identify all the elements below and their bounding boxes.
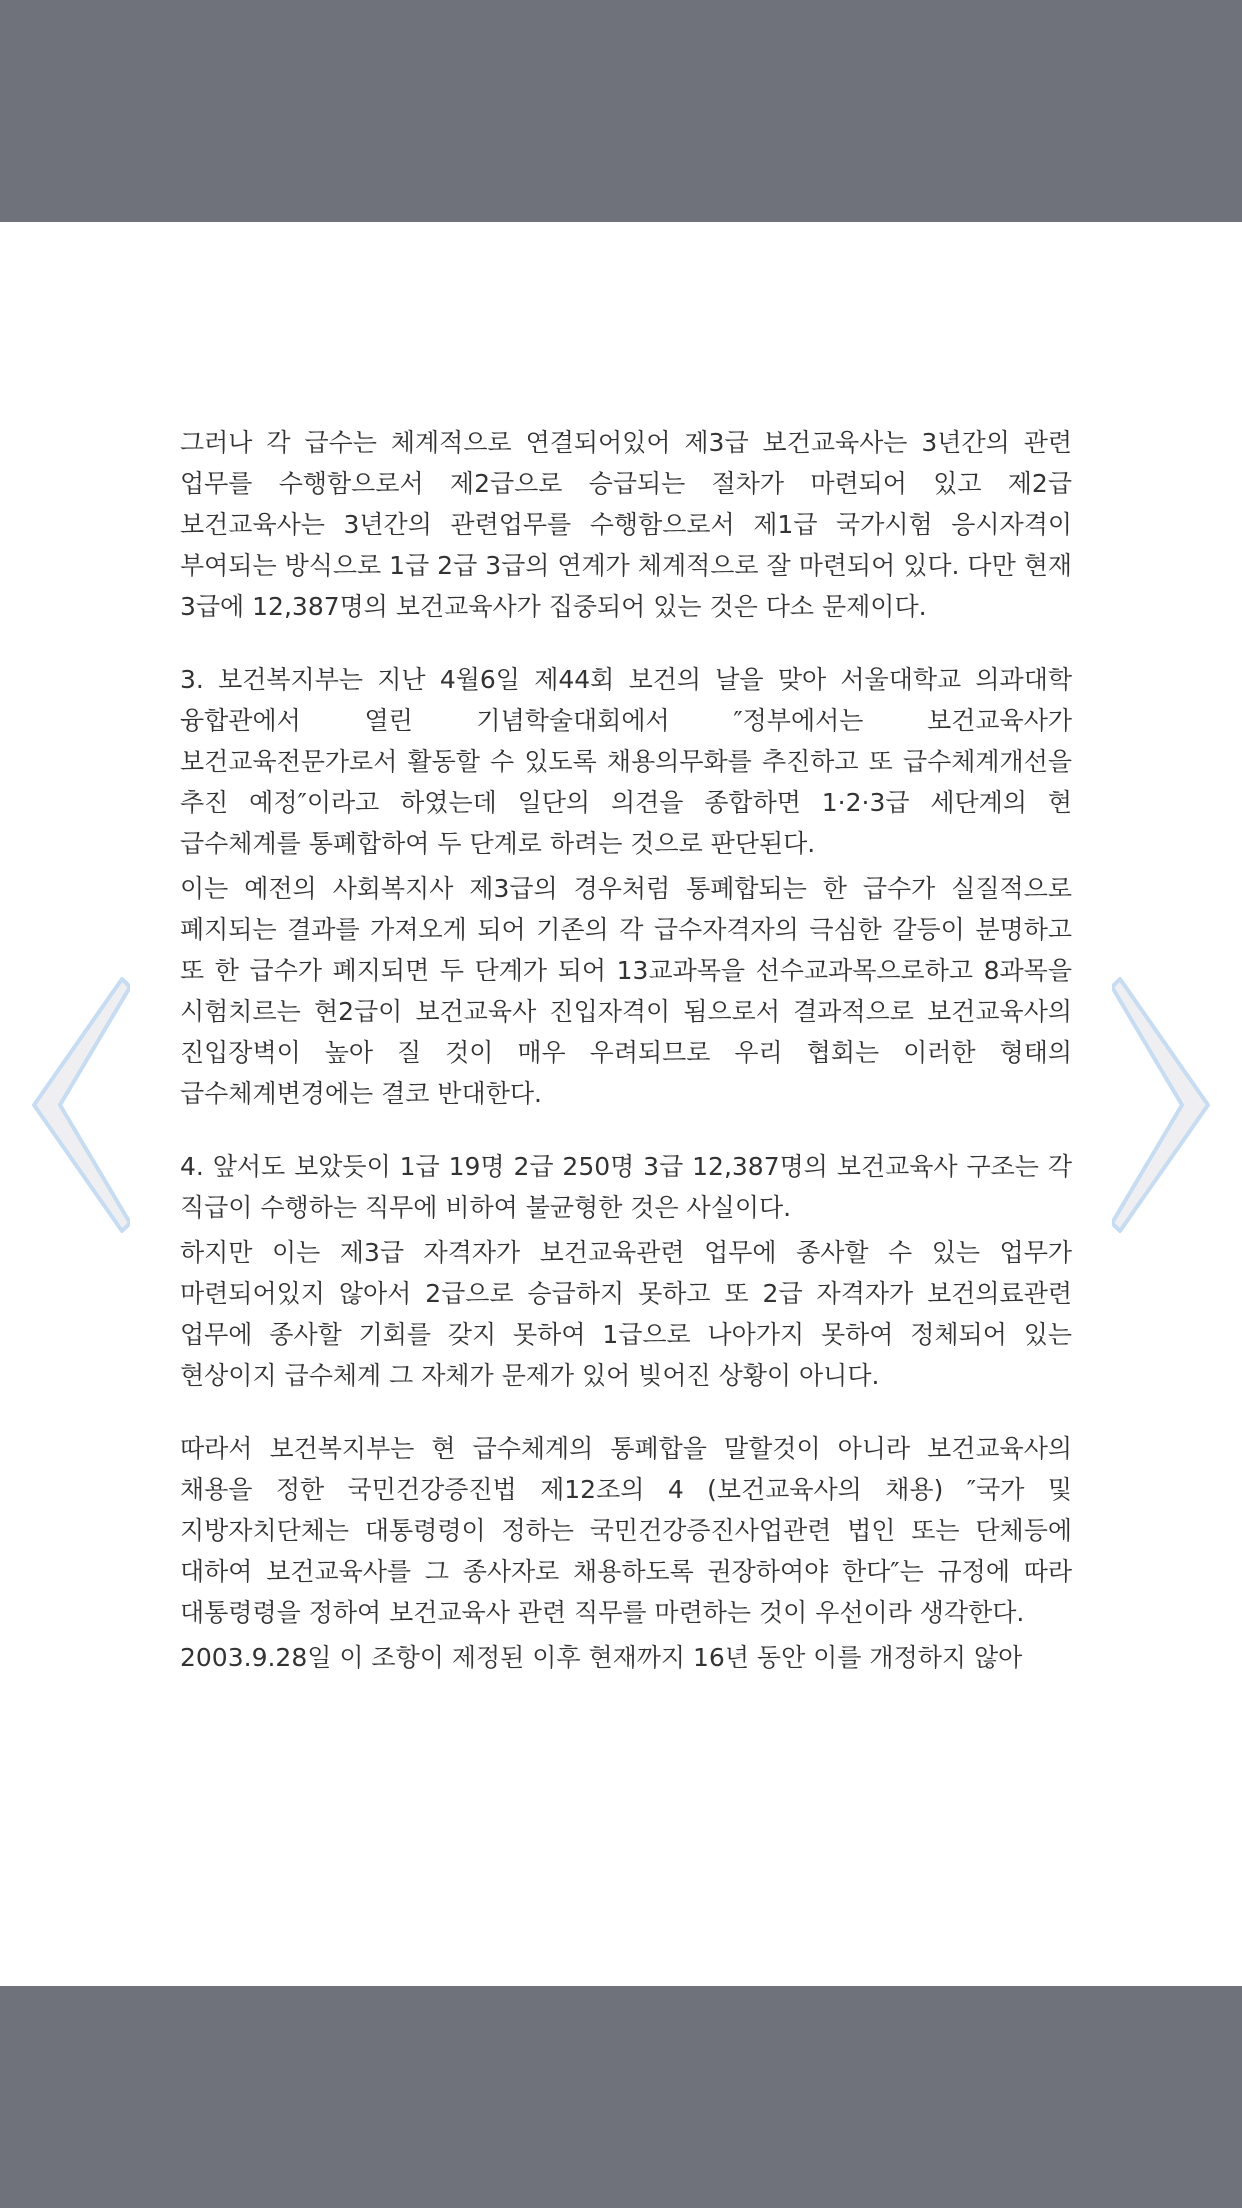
prev-page-button[interactable]: [30, 975, 130, 1235]
paragraph-continuation: 2003.9.28일 이 조항이 제정된 이후 현재까지 16년 동안 이를 개정하지 않아: [180, 1643, 1023, 1672]
paragraph-intro: 그러나 각 급수는 체계적으로 연결되어있어 제3급 보건교육사는 3년간의 관련 업무를 수행함으로서 제2급으로 승급되는 절차가 마련되어 있고 제2급 보건교육사는 3년간의 관련업무를 수행함으로서 제1급 국가시험 응시자격이 부여되는 방식으로 1급 2급 3급의 연계가 체계적으로 잘 마련되어 있다. 다만 현재 3급에 12,387명의 보건교육사가 집중되어 있는 것은 다소 문제이다.: [180, 428, 1072, 621]
bottom-toolbar: [0, 1986, 1242, 2208]
next-page-button[interactable]: [1112, 975, 1212, 1235]
paragraph-section-4-detail: 하지만 이는 제3급 자격자가 보건교육관련 업무에 종사할 수 있는 업무가 마련되어있지 않아서 2급으로 승급하지 못하고 또 2급 자격자가 보건의료관련 업무에 종사할 기회를 갖지 못하여 1급으로 나아가지 못하여 정체되어 있는 현상이지 급수체계 그 자체가 문제가 있어 빚어진 상황이 아니다.: [180, 1238, 1072, 1390]
paragraph-section-4: 4. 앞서도 보았듯이 1급 19명 2급 250명 3급 12,387명의 보건교육사 구조는 각 직급이 수행하는 직무에 비하여 불균형한 것은 사실이다.: [180, 1152, 1072, 1222]
page-content: [180, 422, 1072, 1678]
paragraph-section-3: 3. 보건복지부는 지난 4월6일 제44회 보건의 날을 맞아 서울대학교 의과대학 융합관에서 열린 기념학술대회에서 ″정부에서는 보건교육사가 보건교육전문가로서 활동할 수 있도록 채용의무화를 추진하고 또 급수체계개선을 추진 예정″이라고 하였는데 일단의 의견을 종합하면 1·2·3급 세단계의 현 급수체계를 통폐합하여 두 단계로 하려는 것으로 판단된다.: [180, 665, 1072, 858]
paragraph-section-3-opinion: 이는 예전의 사회복지사 제3급의 경우처럼 통폐합되는 한 급수가 실질적으로 폐지되는 결과를 가져오게 되어 기존의 각 급수자격자의 극심한 갈등이 분명하고 또 한 급수가 폐지되면 두 단계가 되어 13교과목을 선수교과목으로하고 8과목을 시험치르는 현2급이 보건교육사 진입자격이 됨으로서 결과적으로 보건교육사의 진입장벽이 높아 질 것이 매우 우려되므로 우리 협회는 이러한 형태의 급수체계변경에는 결코 반대한다.: [180, 874, 1072, 1108]
paragraph-conclusion: 따라서 보건복지부는 현 급수체계의 통폐합을 말할것이 아니라 보건교육사의 채용을 정한 국민건강증진법 제12조의 4 (보건교육사의 채용) ″국가 및 지방자치단체는 대통령령이 정하는 국민건강증진사업관련 법인 또는 단체등에 대하여 보건교육사를 그 종사자로 채용하도록 권장하여야 한다″는 규정에 따라 대통령령을 정하여 보건교육사 관련 직무를 마련하는 것이 우선이라 생각한다.: [180, 1434, 1072, 1627]
document-page[interactable]: [0, 222, 1242, 1986]
top-toolbar: [0, 0, 1242, 222]
chevron-right-icon: [1112, 975, 1212, 1235]
chevron-left-icon: [30, 975, 130, 1235]
